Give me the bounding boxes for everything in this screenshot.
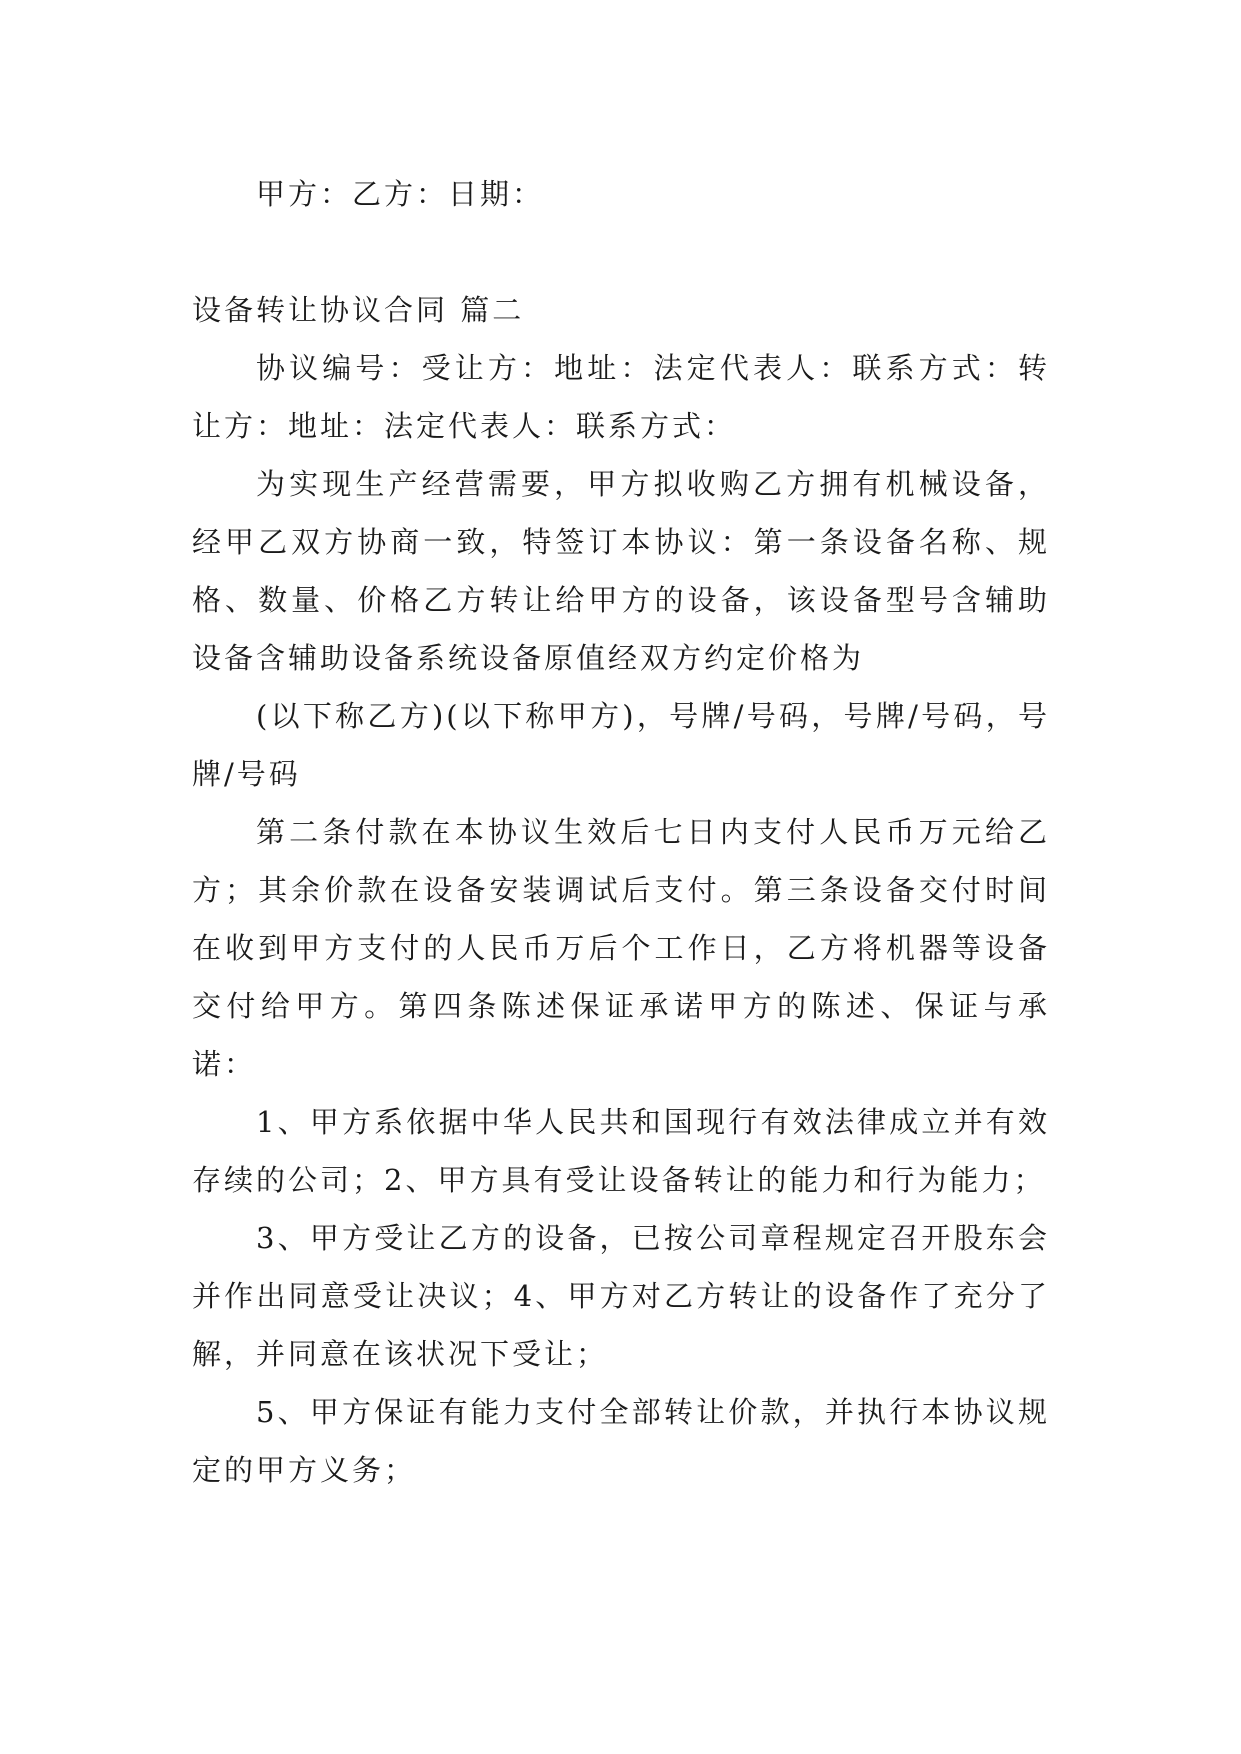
paragraph: 1、甲方系依据中华人民共和国现行有效法律成立并有效存续的公司；2、甲方具有受让设备转让的能力和行为能力； bbox=[192, 1105, 1050, 1197]
paragraph: 协议编号：受让方：地址：法定代表人：联系方式：转让方：地址：法定代表人：联系方式： bbox=[192, 351, 1050, 443]
paragraph: 第二条付款在本协议生效后七日内支付人民币万元给乙方；其余价款在设备安装调试后支付。第三条设备交付时间在收到甲方支付的人民币万后个工作日，乙方将机器等设备交付给甲方。第四条陈述保证承诺甲方的陈述、保证与承诺： bbox=[192, 815, 1050, 1081]
paragraph: 为实现生产经营需要，甲方拟收购乙方拥有机械设备，经甲乙双方协商一致，特签订本协议：第一条设备名称、规格、数量、价格乙方转让给甲方的设备，该设备型号含辅助设备含辅助设备系统设备原值经双方约定价格为 bbox=[192, 467, 1050, 675]
paragraph: 3、甲方受让乙方的设备，已按公司章程规定召开股东会并作出同意受让决议；4、甲方对乙方转让的设备作了充分了解，并同意在该状况下受让； bbox=[192, 1221, 1050, 1371]
paragraph: (以下称乙方)(以下称甲方)，号牌/号码，号牌/号码，号牌/号码 bbox=[192, 699, 1050, 791]
paragraph: 5、甲方保证有能力支付全部转让价款，并执行本协议规定的甲方义务； bbox=[192, 1395, 1050, 1487]
section-title: 设备转让协议合同 篇二 bbox=[192, 293, 525, 327]
document-body bbox=[192, 165, 1050, 1499]
signature-line: 甲方：乙方：日期： bbox=[256, 177, 545, 211]
